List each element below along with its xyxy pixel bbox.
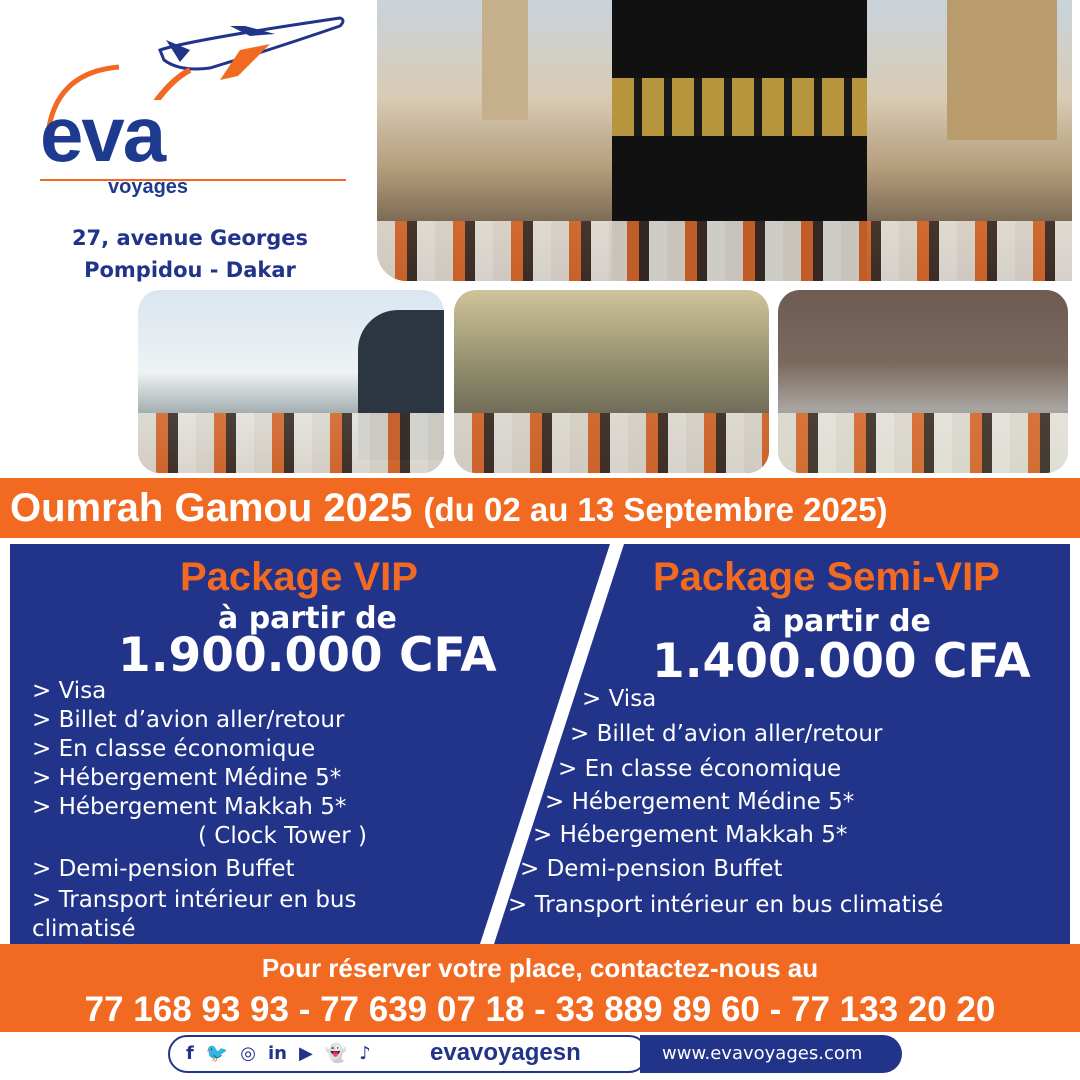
package-vip-feature: > Billet d’avion aller/retour (32, 707, 345, 733)
social-handle[interactable]: evavoyagesn (430, 1039, 581, 1066)
package-vip-feature: > En classe économique (32, 736, 316, 762)
package-semivip-title: Package Semi-VIP (653, 555, 1000, 599)
package-vip-price: 1.900.000 CFA (118, 628, 497, 683)
package-semivip-feature: > Hébergement Médine 5* (545, 789, 855, 815)
package-vip-from: à partir de (218, 601, 397, 636)
social-icons (186, 1043, 371, 1064)
package-semivip-feature: > En classe économique (558, 756, 842, 782)
package-semivip-feature: > Billet d’avion aller/retour (570, 721, 883, 747)
package-vip-feature: ( Clock Tower ) (198, 823, 367, 849)
youtube-icon[interactable]: ▶ (298, 1043, 313, 1064)
twitter-icon[interactable]: 🐦 (205, 1043, 229, 1064)
package-semivip-feature: > Transport intérieur en bus climatisé (508, 892, 944, 918)
phone-numbers[interactable]: 77 168 93 93 - 77 639 07 18 - 33 889 89 60 - 77 133 20 20 (84, 990, 996, 1029)
package-semivip-from: à partir de (752, 604, 931, 639)
package-vip-feature: > Visa (32, 678, 107, 704)
package-vip-feature: climatisé (32, 916, 136, 942)
address-line-1: 27, avenue Georges (71, 226, 309, 250)
logo-wordmark: eva (40, 90, 165, 178)
package-semivip-feature: > Hébergement Makkah 5* (533, 822, 848, 848)
package-vip-feature: > Demi-pension Buffet (32, 856, 295, 882)
package-vip-title: Package VIP (180, 555, 418, 599)
title-dates: (du 02 au 13 Septembre 2025) (423, 491, 888, 528)
package-semivip-price: 1.400.000 CFA (652, 634, 1031, 689)
instagram-icon[interactable]: ◎ (240, 1043, 256, 1064)
address-line-2: Pompidou - Dakar (84, 258, 296, 282)
linkedin-icon[interactable]: in (267, 1043, 287, 1064)
snapchat-icon[interactable]: 👻 (324, 1043, 348, 1064)
package-vip-feature: > Hébergement Médine 5* (32, 765, 342, 791)
contact-cta: Pour réserver votre place, contactez-nous au (261, 953, 819, 983)
title-main: Oumrah Gamou 2025 (10, 486, 413, 530)
facebook-icon[interactable]: f (186, 1043, 194, 1064)
tiktok-icon[interactable]: ♪ (359, 1043, 371, 1064)
logo-subtitle: voyages (108, 176, 189, 198)
package-semivip-feature: > Demi-pension Buffet (520, 856, 783, 882)
package-semivip-feature: > Visa (582, 686, 657, 712)
website-link[interactable]: www.evavoyages.com (662, 1043, 863, 1064)
package-vip-feature: > Transport intérieur en bus (32, 887, 357, 913)
package-vip-feature: > Hébergement Makkah 5* (32, 794, 347, 820)
